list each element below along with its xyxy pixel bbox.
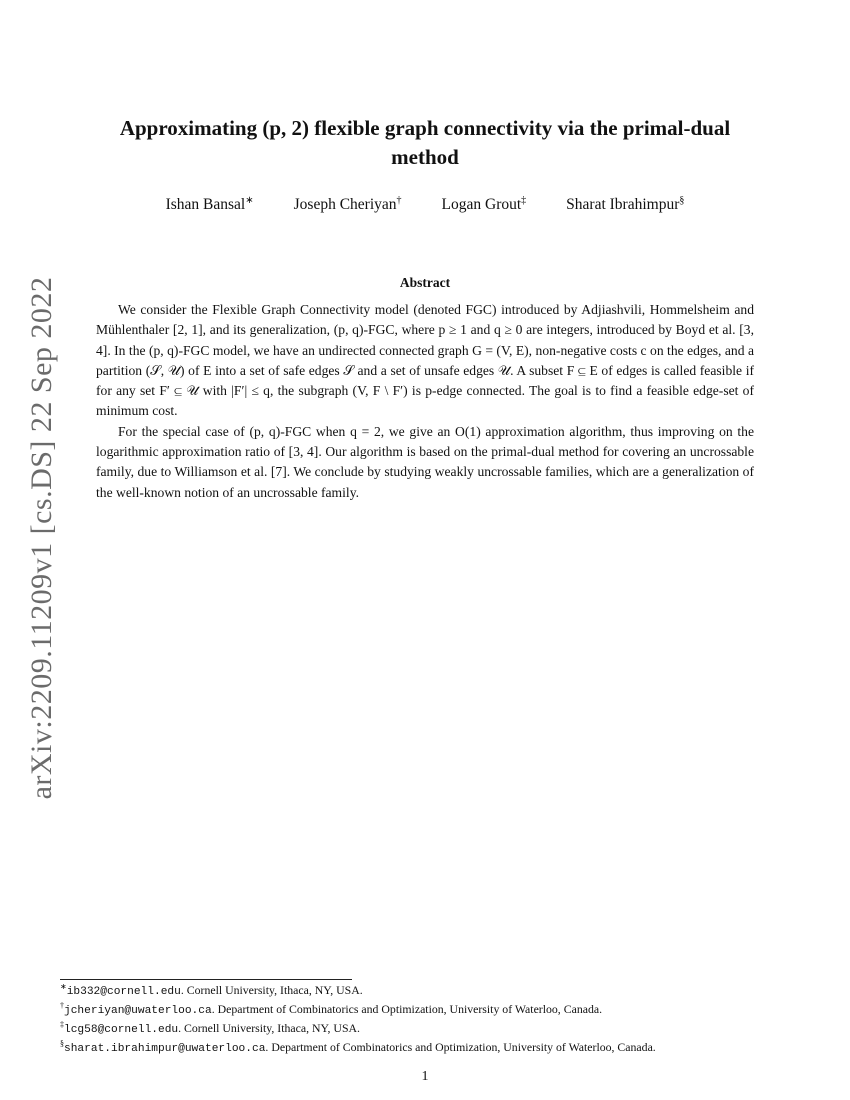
footnotes [60, 982, 780, 1058]
abstract-body [96, 300, 754, 503]
footnote-text: . Cornell University, Ithaca, NY, USA. [180, 983, 363, 997]
author-name: Ishan Bansal [165, 196, 246, 213]
author-name: Logan Grout [441, 196, 522, 213]
paper-title: Approximating (p, 2) flexible graph connectivity via the primal-dual method [119, 116, 731, 169]
footnote [60, 1020, 780, 1039]
author [294, 196, 402, 214]
footnote-email[interactable]: sharat.ibrahimpur@uwaterloo.ca [64, 1043, 266, 1055]
abstract-paragraph: For the special case of (p, q)-FGC when q = 2, we give an O(1) approximation algorithm, thus improving on the logarithmic approximation ratio of [3, 4]. Our algorithm is based on the primal-dual method for covering an uncrossable family, due to Williamson et al. [7]. We conclude by studying weakly uncrossable families, which are a generalization of the well-known notion of an uncrossable family. [96, 423, 754, 500]
author-footnote-mark: ∗ [245, 194, 254, 206]
footnote-text: . Cornell University, Ithaca, NY, USA. [178, 1021, 360, 1035]
author-footnote-mark: † [396, 194, 402, 206]
footnote [60, 1001, 780, 1020]
abstract-heading: Abstract [399, 275, 451, 290]
footnote-mark: † [60, 1001, 64, 1011]
author-footnote-mark: § [679, 194, 685, 206]
footnote-email[interactable]: ib332@cornell.edu [66, 986, 181, 998]
footnote-text: . Department of Combinatorics and Optimization, University of Waterloo, Canada. [211, 1002, 603, 1016]
footnote-mark: ∗ [60, 982, 67, 992]
author-name: Sharat Ibrahimpur [566, 196, 680, 213]
footnote-email[interactable]: lcg58@cornell.edu [64, 1024, 179, 1036]
author-footnote-mark: ‡ [521, 194, 527, 206]
footnote-mark: ‡ [60, 1020, 64, 1030]
footnote-email[interactable]: jcheriyan@uwaterloo.ca [64, 1005, 212, 1017]
abstract-paragraph: We consider the Flexible Graph Connectivity model (denoted FGC) introduced by Adjiashvili, Hommelsheim and Mühlenthaler [2, 1], and its generalization, (p, q)-FGC, where p ≥ 1 and q ≥ 0 are integers, introduced by Boyd et al. [3, 4]. In the (p, q)-FGC model, we have an undirected connected graph G = (V, E), non-negative costs c on the edges, and a partition (𝒮, 𝒰) of E into a set of safe edges 𝒮 and a set of unsafe edges 𝒰. A subset F ⊆ E of edges is called feasible if for any set F′ ⊆ 𝒰 with |F′| ≤ q, the subgraph (V, F \ F′) is p-edge connected. The goal is to find a feasible edge-set of minimum cost. [96, 302, 754, 419]
footnote-mark: § [60, 1039, 64, 1049]
author [442, 196, 527, 214]
footnote [60, 982, 780, 1001]
author-list [95, 196, 755, 214]
page-number: 1 [421, 1069, 429, 1084]
author [566, 196, 684, 214]
author-name: Joseph Cheriyan [293, 196, 397, 213]
author [166, 196, 254, 214]
footnote-divider [60, 979, 352, 980]
footnote-text: . Department of Combinatorics and Optimization, University of Waterloo, Canada. [265, 1040, 656, 1054]
footnote [60, 1039, 780, 1058]
arxiv-stamp: arXiv:2209.11209v1 [cs.DS] 22 Sep 2022 [25, 276, 58, 800]
